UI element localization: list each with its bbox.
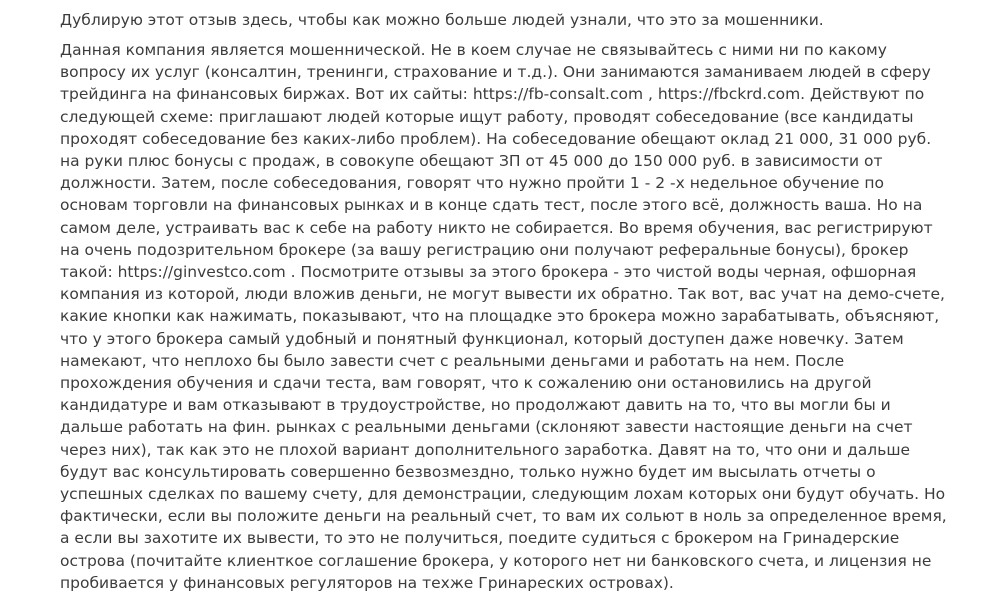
text-line: дальше работать на фин. рынках с реальными деньгами (склоняют завести настоящие деньги на счет: [60, 418, 913, 437]
text-line: на очень подозрительном брокере (за вашу регистрацию они получают реферальные бонусы), брокер: [60, 240, 909, 259]
text-line: должности. Затем, после собеседования, говорят что нужно пройти 1 - 2 -х недельное обучение по: [60, 174, 884, 193]
text-line: через них), так как это не плохой вариант дополнительного заработка. Давят на то, что они и дальше: [60, 440, 911, 459]
text-line: такой: https://ginvestco.com . Посмотрите отзывы за этого брокера - это чистой воды черная, офшорная: [60, 263, 917, 282]
text-line: успешных сделках по вашему счету, для демонстрации, следующим лохам которых они будут обучать. Но: [60, 485, 946, 504]
text-line: острова (почитайте клиенткое соглашение брокера, у которого нет ни банковского счета, и лицензия не: [60, 551, 932, 570]
text-line: фактически, если вы положите деньги на реальный счет, то вам их сольют в ноль за определенное время,: [60, 507, 947, 526]
text-line: а если вы захотите их вывести, то это не получиться, поедите судиться с брокером на Гринадерские: [60, 529, 900, 548]
text-line: основам торговли на финансовых рынках и в конце сдать тест, после этого всё, должность ваша. Но на: [60, 196, 923, 215]
text-line: вопросу их услуг (консалтин, тренинги, страхование и т.д.). Они занимаются заманиваем людей в сферу: [60, 63, 931, 82]
text-line: будут вас консультировать совершенно безвозмездно, только нужно будет им высылать отчеты о: [60, 462, 876, 481]
text-line: кандидатуре и вам отказывают в трудоустройстве, но продолжают давить на то, что вы могли бы и: [60, 396, 891, 415]
review-document: [60, 8, 980, 594]
intro-paragraph: Дублирую этот отзыв здесь, чтобы как можно больше людей узнали, что это за мошенники.: [60, 11, 824, 29]
text-line: намекают, что неплохо бы было завести счет с реальными деньгами и работать на нем. После: [60, 351, 845, 370]
text-line: проходят собеседование без каких-либо проблем). На собеседование обещают оклад 21 000, 31 000 руб.: [60, 129, 932, 148]
text-line: следующей схеме: приглашают людей которые ищут работу, проводят собеседование (все кандидаты: [60, 107, 914, 126]
text-line: Данная компания является мошеннической. Не в коем случае не связывайтесь с ними ни по какому: [60, 41, 887, 59]
text-line: что у этого брокера самый удобный и понятный функционал, который доступен даже новечку. Затем: [60, 329, 904, 348]
text-line: трейдинга на финансовых биржах. Вот их сайты: https://fb-consalt.com , https://fbckrd.com. Действуют по: [60, 85, 925, 104]
text-line: самом деле, устраивать вас к себе на работу никто не собирается. Во время обучения, вас регистрируют: [60, 218, 933, 237]
text-line: компания из которой, люди вложив деньги, не могут вывести их обратно. Так вот, вас учат на демо-счете,: [60, 285, 945, 304]
text-line: пробивается у финансовых регуляторов на техже Гринареских островах).: [60, 573, 674, 592]
text-line: прохождения обучения и сдачи теста, вам говорят, что к сожалению они остановились на другой: [60, 374, 872, 393]
text-line: какие кнопки как нажимать, показывают, что на площадке это брокера можно зарабатывать, объясняют,: [60, 307, 940, 326]
text-line: на руки плюс бонусы с продаж, в совокупе обещают ЗП от 45 000 до 150 000 руб. в зависимости от: [60, 152, 883, 171]
review-body-paragraph: [60, 39, 980, 594]
